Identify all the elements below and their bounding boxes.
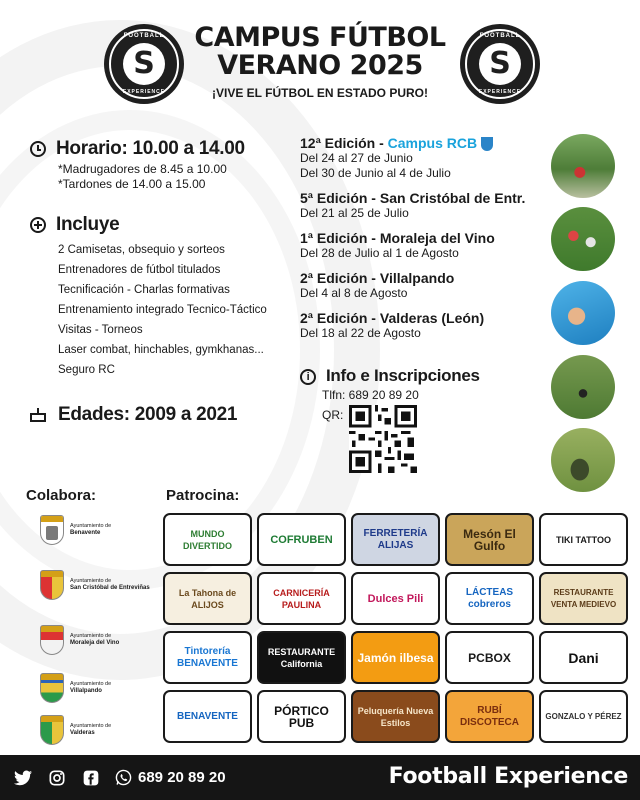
coat-of-arms-icon bbox=[40, 673, 64, 703]
plus-icon bbox=[30, 217, 46, 233]
sponsor-logo: RESTAURANTE VENTA MEDIEVO bbox=[539, 572, 628, 625]
sponsor-logo: RUBÍ DISCOTECA bbox=[445, 690, 534, 743]
edicion-dates: Del 30 de Junio al 4 de Julio bbox=[300, 166, 451, 181]
edades-section bbox=[30, 404, 237, 426]
edicion-number: 2ª Edición bbox=[300, 310, 368, 327]
coat-of-arms-icon bbox=[40, 570, 64, 600]
patrocina-title: Patrocina: bbox=[166, 487, 240, 504]
list-item: Entrenadores de fútbol titulados bbox=[58, 264, 221, 276]
logo-letter: S bbox=[133, 46, 155, 81]
ayuntamiento-prefix: Ayuntamiento de bbox=[70, 633, 112, 639]
whatsapp-icon[interactable] bbox=[114, 769, 132, 787]
list-item: Seguro RC bbox=[58, 364, 115, 376]
ayuntamiento-item bbox=[40, 515, 111, 545]
info-title: Info e Inscripciones bbox=[326, 366, 480, 385]
footer-bar bbox=[0, 755, 640, 800]
edicion-number: 1ª Edición bbox=[300, 230, 368, 247]
sponsor-logo: GONZALO Y PÉREZ bbox=[539, 690, 628, 743]
sponsor-grid bbox=[163, 513, 628, 743]
ayuntamiento-name: Valderas bbox=[70, 730, 95, 736]
rcb-crest-icon bbox=[481, 137, 493, 151]
list-item: Visitas - Torneos bbox=[58, 324, 143, 336]
cake-icon bbox=[30, 408, 46, 422]
ayuntamiento-prefix: Ayuntamiento de bbox=[70, 681, 112, 687]
sponsor-logo: Jamón ilbesa bbox=[351, 631, 440, 684]
twitter-icon[interactable] bbox=[14, 769, 32, 787]
ayuntamiento-item bbox=[40, 673, 111, 703]
edicion-dates: Del 18 al 22 de Agosto bbox=[300, 326, 421, 341]
edicion-dates: Del 21 al 25 de Julio bbox=[300, 206, 409, 221]
edicion-item: 5ª Edición - San Cristóbal de Entr. Del 21 al 25 de Julio bbox=[300, 190, 550, 221]
sponsor-logo: PCBOX bbox=[445, 631, 534, 684]
sponsor-logo: Peluquería Nueva Estilos bbox=[351, 690, 440, 743]
list-item: Entrenamiento integrado Tecnico-Táctico bbox=[58, 304, 267, 316]
edicion-place: Campus RCB bbox=[387, 135, 478, 151]
edicion-place: Moraleja del Vino bbox=[379, 230, 495, 247]
coat-of-arms-icon bbox=[40, 715, 64, 745]
coat-of-arms-icon bbox=[40, 515, 64, 545]
footer-brand: Football Experience bbox=[388, 764, 628, 789]
ayuntamiento-name: San Cristóbal de Entreviñas bbox=[70, 585, 150, 591]
sponsor-logo: FERRETERÍA ALIJAS bbox=[351, 513, 440, 566]
ayuntamiento-prefix: Ayuntamiento de bbox=[70, 723, 112, 729]
footer-phone[interactable]: 689 20 89 20 bbox=[138, 769, 226, 786]
logo-bottom-text: EXPERIENCE bbox=[122, 89, 166, 95]
logo-top-text: FOOTBALL bbox=[479, 33, 521, 39]
campus-photo bbox=[551, 281, 615, 345]
edicion-dates: Del 4 al 8 de Agosto bbox=[300, 286, 408, 301]
list-item: Laser combat, hinchables, gymkhanas... bbox=[58, 344, 264, 356]
edicion-item: 2ª Edición - Villalpando Del 4 al 8 de Agosto bbox=[300, 270, 550, 301]
sponsor-logo: Mesón El Gulfo bbox=[445, 513, 534, 566]
ayuntamiento-prefix: Ayuntamiento de bbox=[70, 523, 112, 529]
edicion-number: 5ª Edición bbox=[300, 190, 368, 207]
colabora-title: Colabora: bbox=[26, 487, 97, 504]
edicion-number: 12ª Edición bbox=[300, 135, 376, 151]
sponsor-logo: RESTAURANTE California bbox=[257, 631, 346, 684]
tardones-text: *Tardones de 14.00 a 15.00 bbox=[58, 177, 206, 191]
clock-icon bbox=[30, 141, 46, 157]
title-line-2: VERANO 2025 bbox=[217, 50, 423, 81]
edicion-item: 2ª Edición - Valderas (León) Del 18 al 22 de Agosto bbox=[300, 310, 550, 341]
campus-photo bbox=[551, 134, 615, 198]
sponsor-logo: MUNDO DIVERTIDO bbox=[163, 513, 252, 566]
facebook-icon[interactable] bbox=[82, 769, 100, 787]
edicion-place: Villalpando bbox=[379, 270, 455, 287]
campus-photo bbox=[551, 428, 615, 492]
incluye-section bbox=[30, 214, 267, 380]
edicion-place: San Cristóbal de Entr. bbox=[379, 190, 526, 207]
logo-bottom-text: EXPERIENCE bbox=[478, 89, 522, 95]
sponsor-logo: La Tahona de ALIJOS bbox=[163, 572, 252, 625]
edicion-dates: Del 24 al 27 de Junio bbox=[300, 151, 413, 166]
edicion-dates: Del 28 de Julio al 1 de Agosto bbox=[300, 246, 459, 261]
horario-section bbox=[30, 138, 245, 192]
ayuntamiento-item bbox=[40, 715, 111, 745]
sponsor-logo: COFRUBEN bbox=[257, 513, 346, 566]
ayuntamiento-item bbox=[40, 625, 119, 655]
madrugadores-text: *Madrugadores de 8.45 a 10.00 bbox=[58, 162, 227, 176]
list-item: 2 Camisetas, obsequio y sorteos bbox=[58, 244, 225, 256]
ediciones-list bbox=[300, 135, 550, 341]
sponsor-logo: PÓRTICO PUB bbox=[257, 690, 346, 743]
edicion-item: 12ª Edición - Campus RCB Del 24 al 27 de Junio Del 30 de Junio al 4 de Julio bbox=[300, 135, 550, 181]
instagram-icon[interactable] bbox=[48, 769, 66, 787]
edades-title: Edades: 2009 a 2021 bbox=[58, 404, 238, 425]
qr-label: QR: bbox=[322, 408, 344, 422]
ayuntamiento-name: Benavente bbox=[70, 530, 101, 536]
edicion-item: 1ª Edición - Moraleja del Vino Del 28 de Julio al 1 de Agosto bbox=[300, 230, 550, 261]
title-line-1: CAMPUS FÚTBOL bbox=[194, 22, 446, 53]
poster-title bbox=[0, 24, 640, 100]
campus-photo bbox=[551, 207, 615, 271]
incluye-title: Incluye bbox=[56, 214, 120, 235]
edicion-number: 2ª Edición bbox=[300, 270, 368, 287]
ayuntamiento-item bbox=[40, 570, 150, 600]
campus-photo bbox=[551, 355, 615, 419]
sponsor-logo: LÁCTEAS cobreros bbox=[445, 572, 534, 625]
ayuntamiento-prefix: Ayuntamiento de bbox=[70, 578, 112, 584]
sponsor-logo: Tintorería BENAVENTE bbox=[163, 631, 252, 684]
sponsor-logo: TIKI TATTOO bbox=[539, 513, 628, 566]
info-phone[interactable]: Tlfn: 689 20 89 20 bbox=[322, 388, 419, 402]
info-icon: i bbox=[300, 369, 316, 385]
sponsor-logo: Dani bbox=[539, 631, 628, 684]
sponsor-logo: CARNICERÍA PAULINA bbox=[257, 572, 346, 625]
sponsor-logo: BENAVENTE bbox=[163, 690, 252, 743]
ayuntamiento-name: Moraleja del Vino bbox=[70, 640, 120, 646]
qr-code[interactable] bbox=[349, 405, 417, 473]
coat-of-arms-icon bbox=[40, 625, 64, 655]
list-item: Tecnificación - Charlas formativas bbox=[58, 284, 230, 296]
ayuntamiento-name: Villalpando bbox=[70, 688, 102, 694]
tagline: ¡VIVE EL FÚTBOL EN ESTADO PURO! bbox=[211, 86, 429, 100]
horario-title: Horario: 10.00 a 14.00 bbox=[56, 138, 245, 159]
logo-top-text: FOOTBALL bbox=[123, 33, 165, 39]
edicion-place: Valderas (León) bbox=[379, 310, 485, 327]
logo-letter: S bbox=[489, 46, 511, 81]
sponsor-logo: Dulces Pili bbox=[351, 572, 440, 625]
